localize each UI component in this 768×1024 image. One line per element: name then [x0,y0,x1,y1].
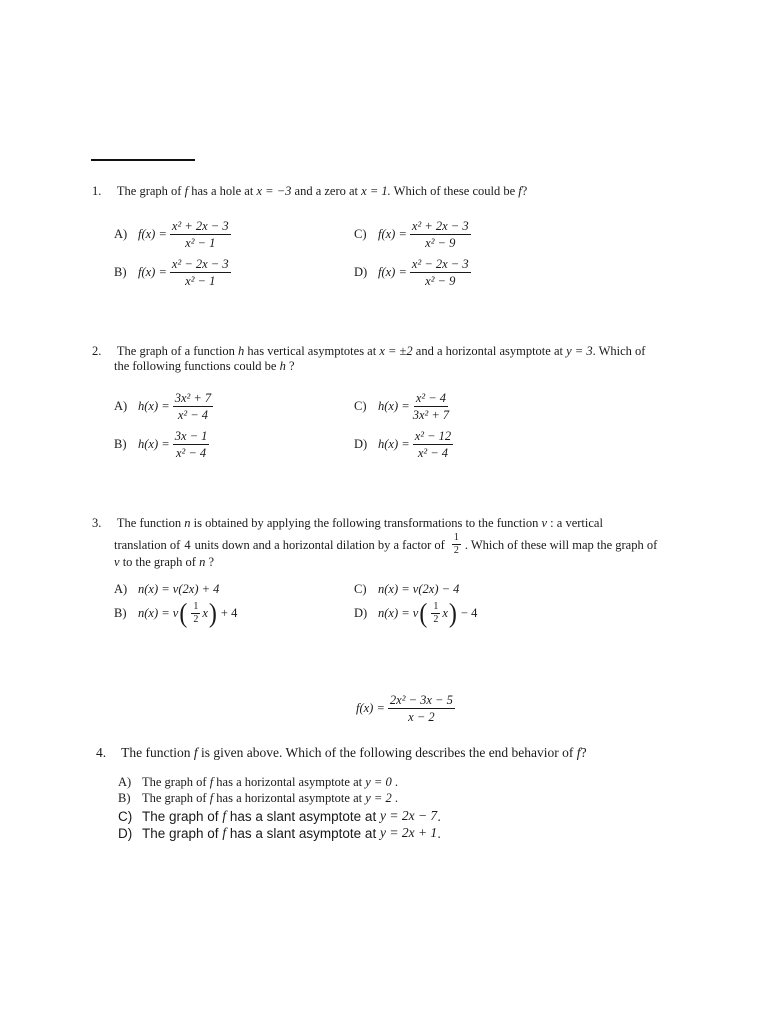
question-1 [92,181,527,201]
math-expr: y = 2x − 7 [379,808,438,823]
option-expression: + 4 [220,606,238,620]
option-label: D) [354,606,368,620]
option-text: . [437,825,441,841]
numerator: 1 [453,532,459,543]
math-expr: y = 3 [566,344,593,358]
denominator: x² − 9 [425,236,456,250]
option-text: has a horizontal asymptote at [216,791,363,805]
question-number: 2. [92,344,102,358]
q4-option-b[interactable] [118,791,398,806]
math-var: f [222,825,227,840]
option-label: D) [354,265,368,279]
option-label: A) [114,582,128,596]
option-label: B) [118,791,131,805]
q4-equation [356,693,455,724]
q2-option-d[interactable] [354,429,453,460]
numerator: x² − 4 [415,391,447,405]
numerator: x² − 2x − 3 [171,257,229,271]
question-text: The graph of [116,184,182,198]
option-text: has a slant asymptote at [229,825,377,841]
option-label: B) [114,265,127,279]
denominator: x² − 4 [177,408,209,422]
question-text: units down and a horizontal dilation by a factor of [194,537,445,552]
option-label: C) [354,399,367,413]
math-expr: x = 1. [361,184,391,198]
q3-option-a[interactable] [114,582,219,597]
question-text: . Which of [592,344,646,358]
numerator: x² + 2x − 3 [171,219,229,233]
question-text: ? [580,745,587,760]
question-text: ? [288,359,295,373]
math-var: f [209,775,214,789]
denominator: x² − 1 [185,236,216,250]
math-var: n [199,555,206,569]
option-text: . [437,808,441,824]
denominator: x − 2 [408,710,435,724]
option-lhs: h(x) = [138,437,170,451]
question-text: has a hole at [191,184,254,198]
option-label: D) [118,825,133,841]
option-label: A) [118,775,132,789]
option-text: The graph of [142,791,207,805]
question-3 [92,513,603,533]
question-text: The function [116,516,182,530]
option-expression: n(x) = v [378,606,419,620]
option-text: . [394,775,398,789]
question-text: Which of these could be [393,184,516,198]
q1-option-d[interactable] [354,257,471,288]
question-4 [96,743,587,763]
option-label: D) [354,437,368,451]
option-expression: − 4 [460,606,478,620]
q4-option-c[interactable] [118,808,441,824]
option-label: C) [354,582,367,596]
q2-option-a[interactable] [114,391,213,422]
option-lhs: f(x) = [138,227,167,241]
denominator: 2 [193,614,199,625]
question-text: has vertical asymptotes at [247,344,377,358]
numerator: 1 [433,601,439,612]
question-text: is obtained by applying the following transformations to the function [193,516,539,530]
option-fraction [173,429,210,460]
option-text: The graph of [142,825,219,841]
option-expression: n(x) = v(2x) − 4 [378,582,460,596]
option-lhs: h(x) = [378,437,410,451]
option-fraction [413,429,453,460]
numerator: 2x² − 3x − 5 [389,693,453,707]
math-var: h [238,344,245,358]
denominator: x² − 4 [417,446,449,460]
option-text: has a slant asymptote at [229,808,377,824]
option-label: A) [114,399,128,413]
question-2-line-2 [114,356,295,376]
q1-option-c[interactable] [354,219,471,250]
numerator: x² − 2x − 3 [411,257,469,271]
question-text: the following functions could be [114,359,277,373]
question-text: to the graph of [122,555,196,569]
left-paren: ( [419,598,428,629]
math-var: f [184,184,189,198]
option-fraction [410,219,471,250]
numerator: x² + 2x − 3 [411,219,469,233]
math-var: x [442,606,448,620]
q3-option-b[interactable] [114,598,238,629]
option-label: A) [114,227,128,241]
denominator: 3x² + 7 [412,408,450,422]
right-paren: ) [208,598,217,629]
math-fraction [452,533,461,556]
question-text: : a vertical [550,516,603,530]
q4-option-a[interactable] [118,775,398,790]
option-lhs: f(x) = [378,265,407,279]
math-fraction [191,602,200,625]
equation-lhs: f(x) = [356,701,385,715]
question-text: and a zero at [294,184,359,198]
option-lhs: f(x) = [138,265,167,279]
denominator: x² − 4 [175,446,207,460]
denominator: x² − 1 [185,274,216,288]
option-text: . [394,791,398,805]
math-expr: y = 2 [365,791,392,805]
option-text: The graph of [142,808,219,824]
equation-fraction [388,693,455,724]
option-fraction [413,391,449,422]
math-expr: y = 2x + 1 [379,825,438,840]
option-lhs: f(x) = [378,227,407,241]
option-lhs: h(x) = [378,399,410,413]
denominator: 2 [453,545,459,556]
question-number: 1. [92,184,102,198]
option-text: has a horizontal asymptote at [216,775,363,789]
option-fraction [170,257,231,288]
denominator: 2 [433,614,439,625]
option-label: C) [354,227,367,241]
option-expression: n(x) = v(2x) + 4 [138,582,220,596]
question-text: translation of [114,537,181,552]
option-text: The graph of [142,775,207,789]
question-text: The graph of a function [116,344,235,358]
option-fraction [170,219,231,250]
q2-option-b[interactable] [114,429,209,460]
question-3-line-3 [114,552,214,572]
option-lhs: h(x) = [138,399,170,413]
numerator: x² − 12 [414,429,452,443]
math-number: 4 [184,537,191,552]
question-number: 3. [92,516,102,530]
option-label: B) [114,606,127,620]
question-text: . Which of these will map the graph of [464,537,658,552]
math-expr: y = 0 [365,775,392,789]
question-text: The function [121,745,191,760]
option-label: C) [118,808,133,824]
question-number: 4. [96,745,107,760]
math-expr: x = −3 [256,184,292,198]
math-var: f [209,791,214,805]
q2-option-c[interactable] [354,391,449,422]
math-var: v [541,516,548,530]
math-fraction [431,602,440,625]
option-fraction [173,391,213,422]
math-var: f [518,184,522,198]
q3-option-d[interactable] [354,598,478,629]
option-fraction [410,257,471,288]
math-var: x [202,606,208,620]
question-text: and a horizontal asymptote at [415,344,563,358]
denominator: x² − 9 [425,274,456,288]
option-expression: n(x) = v [138,606,179,620]
left-paren: ( [179,598,188,629]
q3-option-c[interactable] [354,582,459,597]
header-rule [91,159,195,161]
question-text: ? [208,555,214,569]
numerator: 3x − 1 [174,429,208,443]
math-expr: x = ±2 [379,344,413,358]
math-var: f [193,745,198,760]
q4-option-d[interactable] [118,825,441,841]
numerator: 1 [193,601,199,612]
q1-option-a[interactable] [114,219,231,250]
right-paren: ) [448,598,457,629]
option-label: B) [114,437,127,451]
math-var: f [576,745,581,760]
math-var: v [114,555,120,569]
math-var: f [222,808,227,823]
question-text: is given above. Which of the following describes the end behavior of [201,745,574,760]
numerator: 3x² + 7 [174,391,212,405]
question-text: ? [521,184,528,198]
math-var: n [184,516,191,530]
q1-option-b[interactable] [114,257,231,288]
math-var: h [279,359,286,373]
